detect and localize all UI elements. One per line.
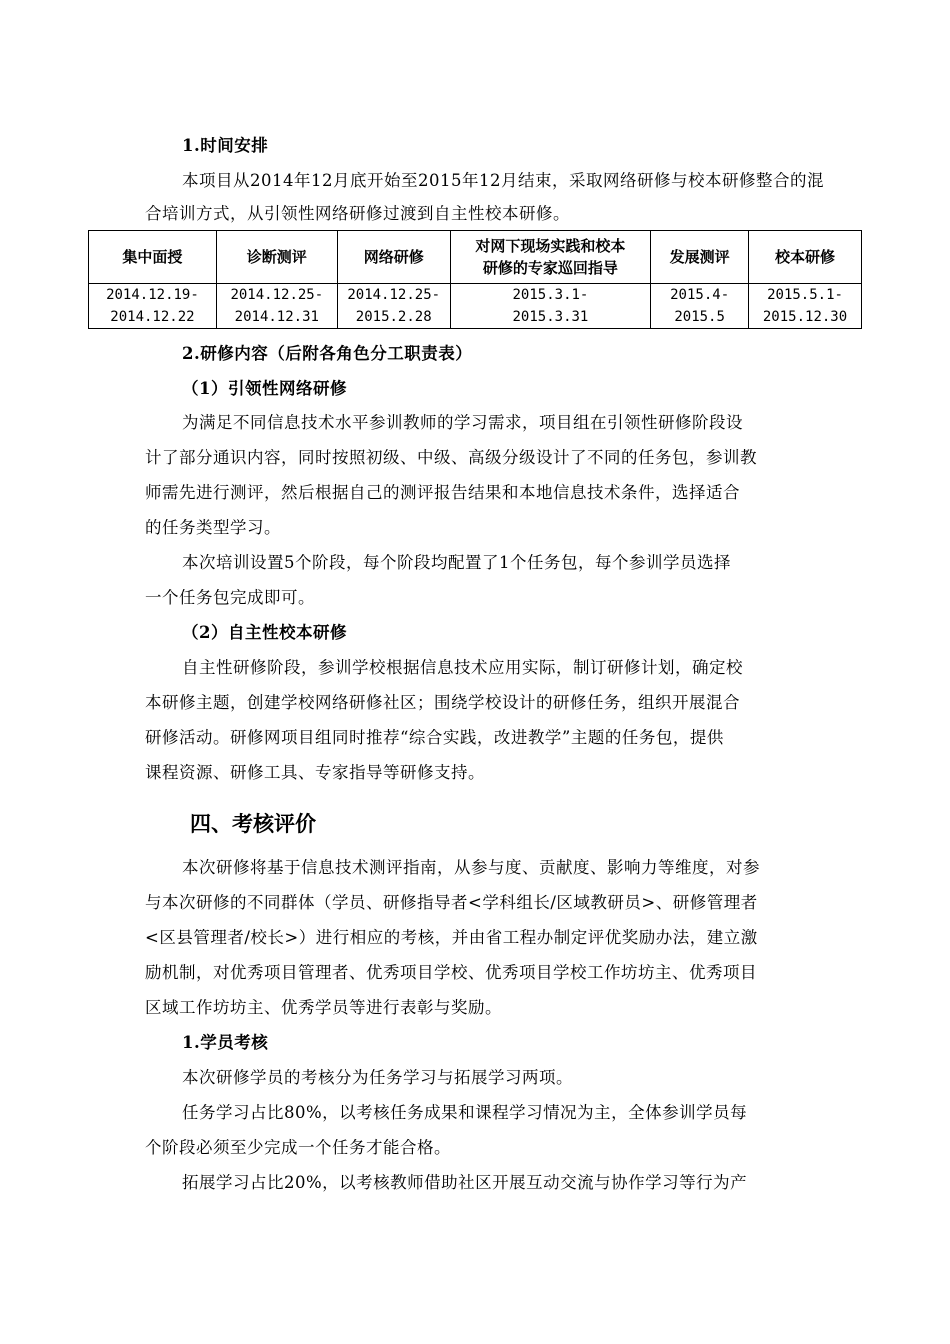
subsection-heading: （2）自主性校本研修 [182,623,347,642]
table-cell: 2014.12.25- 2014.12.31 [216,284,337,329]
paragraph-line: <区县管理者/校长>）进行相应的考核，并由省工程办制定评优奖励办法，建立激 [145,928,758,947]
table-header-cell: 集中面授 [89,231,217,284]
section-heading-content: 2.研修内容（后附各角色分工职责表） [182,344,473,363]
paragraph-line: 本次研修将基于信息技术测评指南，从参与度、贡献度、影响力等维度，对参 [182,858,760,877]
table-cell: 2015.3.1- 2015.3.31 [450,284,651,329]
paragraph-line: 本项目从2014年12月底开始至2015年12月结束，采取网络研修与校本研修整合的混 [182,171,824,190]
paragraph-line: 一个任务包完成即可。 [145,588,315,607]
paragraph-line: 计了部分通识内容，同时按照初级、中级、高级分级设计了不同的任务包，参训教 [145,448,757,467]
paragraph-line: 课程资源、研修工具、专家指导等研修支持。 [145,763,485,782]
paragraph-line: 为满足不同信息技术水平参训教师的学习需求，项目组在引领性研修阶段设 [182,413,743,432]
paragraph-line: 本次研修学员的考核分为任务学习与拓展学习两项。 [182,1068,573,1087]
paragraph-line: 与本次研修的不同群体（学员、研修指导者<学科组长/区域教研员>、研修管理者 [145,893,758,912]
table-header-cell: 诊断测评 [216,231,337,284]
table-header-cell: 对网下现场实践和校本 研修的专家巡回指导 [450,231,651,284]
paragraph-line: 研修活动。研修网项目组同时推荐“综合实践，改进教学”主题的任务包，提供 [145,728,724,747]
paragraph-line: 的任务类型学习。 [145,518,281,537]
table-row [89,284,862,329]
table-header-cell: 发展测评 [651,231,749,284]
table-header-cell: 网络研修 [337,231,450,284]
table-header-cell: 校本研修 [749,231,862,284]
table-cell: 2015.5.1- 2015.12.30 [749,284,862,329]
paragraph-line: 个阶段必须至少完成一个任务才能合格。 [145,1138,451,1157]
table-cell: 2015.4- 2015.5 [651,284,749,329]
paragraph-line: 师需先进行测评，然后根据自己的测评报告结果和本地信息技术条件，选择适合 [145,483,740,502]
section-heading-evaluation: 四、考核评价 [190,811,316,836]
table-cell: 2014.12.19- 2014.12.22 [89,284,217,329]
table-cell: 2014.12.25- 2015.2.28 [337,284,450,329]
section-heading-time: 1.时间安排 [182,136,269,155]
paragraph-line: 拓展学习占比20%，以考核教师借助社区开展互动交流与协作学习等行为产 [182,1173,748,1192]
paragraph-line: 励机制，对优秀项目管理者、优秀项目学校、优秀项目学校工作坊坊主、优秀项目 [145,963,757,982]
paragraph-line: 本次培训设置5个阶段，每个阶段均配置了1个任务包，每个参训学员选择 [182,553,731,572]
paragraph-line: 任务学习占比80%，以考核任务成果和课程学习情况为主，全体参训学员每 [182,1103,748,1122]
paragraph-line: 合培训方式，从引领性网络研修过渡到自主性校本研修。 [145,204,570,223]
paragraph-line: 自主性研修阶段，参训学校根据信息技术应用实际，制订研修计划，确定校 [182,658,743,677]
subsection-heading: 1.学员考核 [182,1033,269,1052]
table-header-row [89,231,862,284]
subsection-heading: （1）引领性网络研修 [182,379,347,398]
schedule-table [88,230,862,329]
paragraph-line: 本研修主题，创建学校网络研修社区；围绕学校设计的研修任务，组织开展混合 [145,693,740,712]
paragraph-line: 区域工作坊坊主、优秀学员等进行表彰与奖励。 [145,998,502,1017]
